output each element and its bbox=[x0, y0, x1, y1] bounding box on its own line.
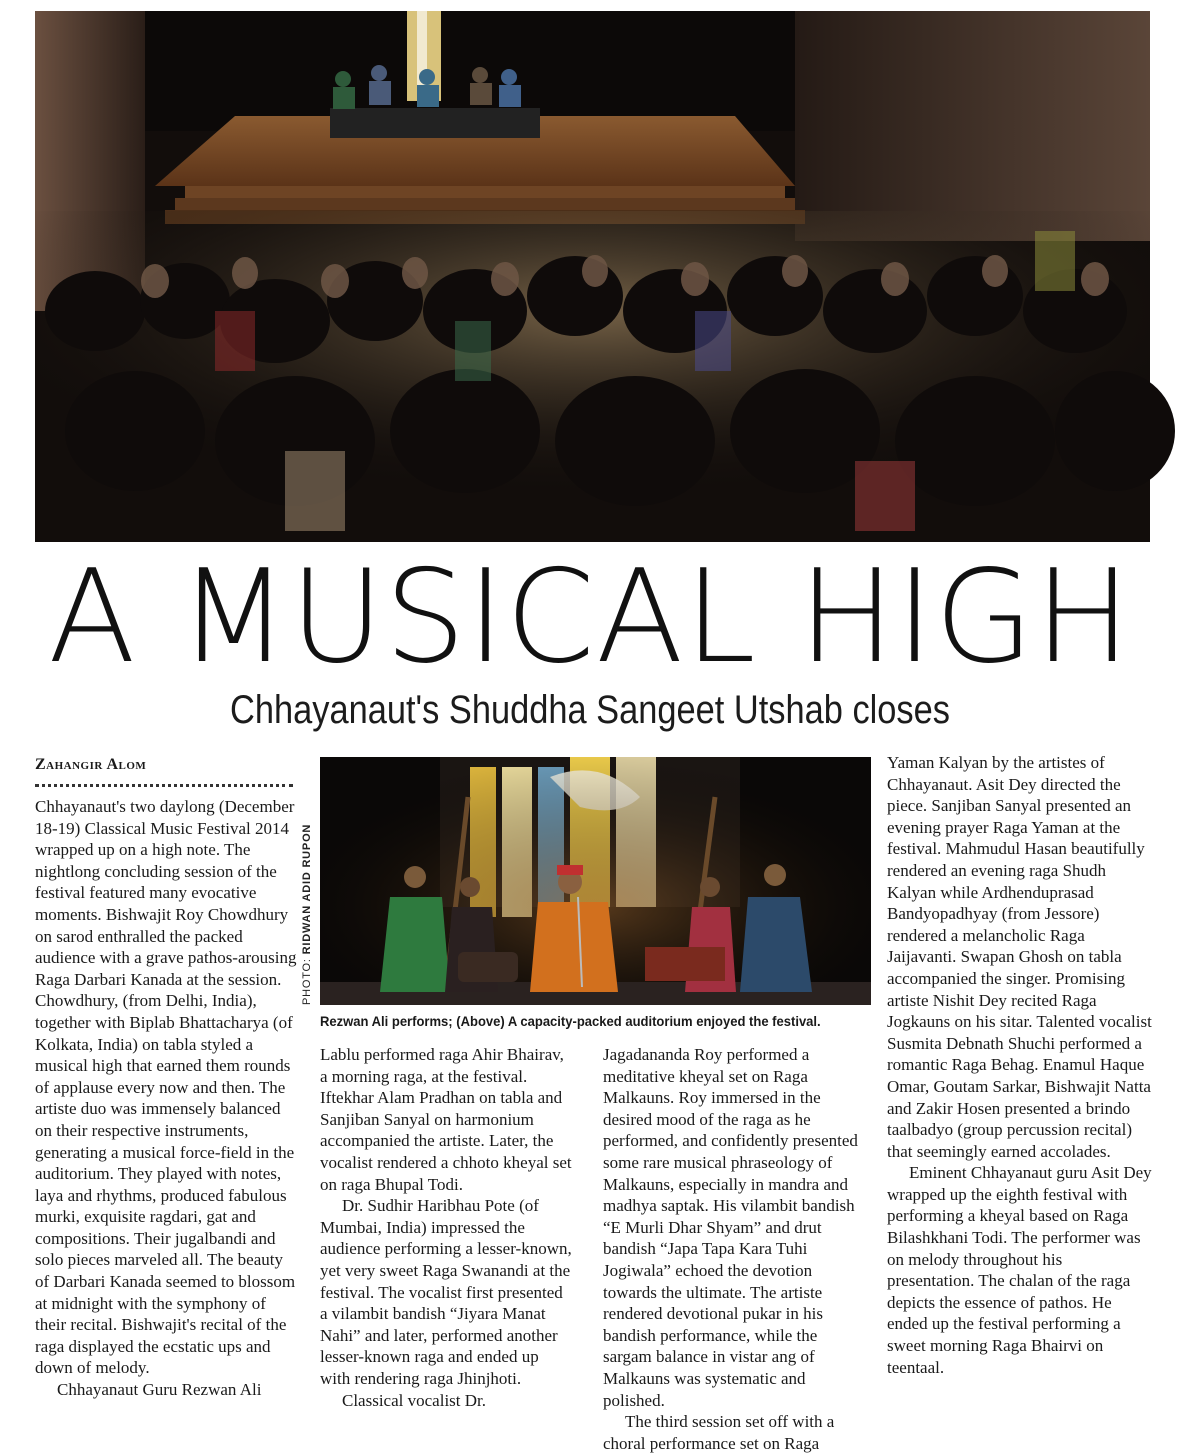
paragraph: Chhayanaut Guru Rezwan Ali bbox=[57, 1380, 262, 1400]
byline-divider bbox=[35, 784, 293, 787]
headline: A MUSICAL HIGH bbox=[48, 543, 1132, 692]
article-column-4 bbox=[887, 752, 1153, 1439]
photo-caption: Rezwan Ali performs; (Above) A capacity-packed auditorium enjoyed the festival. bbox=[320, 1013, 821, 1029]
subheadline: Chhayanaut's Shuddha Sangeet Utshab closes bbox=[230, 688, 950, 732]
auditorium-photo bbox=[35, 11, 1150, 542]
article-column-3 bbox=[603, 1044, 869, 1453]
paragraph: Dr. Sudhir Haribhau Pote (of Mumbai, India) impressed the audience performing a lesser-known, yet very sweet Raga Swanandi at the festival. The vocalist first presented a vilambit bandish “Jiyara Manat Nahi” and later, performed another lesser-known raga and ended up with rendering raga Jhinjhoti. bbox=[320, 1196, 572, 1388]
paragraph: The third session set off with a choral performance set on Raga bbox=[603, 1412, 835, 1453]
photo-credit bbox=[301, 824, 313, 1005]
article-column-1 bbox=[35, 796, 301, 1439]
paragraph: Jagadananda Roy performed a meditative kheyal set on Raga Malkauns. Roy immersed in the desired mood of the raga as he performed, and confidently presented some rare musical phraseology of Malkauns, especially in mandra and madhya saptak. His vilambit bandish “E Murli Dhar Shyam” and drut bandish “Japa Tapa Kara Tuhi Jogiwala” echoed the devotion towards the ultimate. The artiste rendered devotional pukar in his bandish performance, while the sargam balance in vistar ang of Malkauns was systematic and polished. bbox=[603, 1045, 858, 1410]
paragraph: Classical vocalist Dr. bbox=[342, 1390, 487, 1410]
byline: Zahangir Alom bbox=[35, 756, 147, 773]
paragraph: Eminent Chhayanaut guru Asit Dey wrapped up the eighth festival with performing a kheyal based on Raga Bilashkhani Todi. The performer was on melody throughout his presentation. The chalan of the raga depicts the essence of pathos. He ended up the festival performing a sweet morning Raga Bhairvi on teentaal. bbox=[887, 1163, 1152, 1377]
performers-photo-art bbox=[320, 757, 871, 1005]
photo-credit-name: RIDWAN ADID RUPON bbox=[301, 823, 313, 955]
photo-credit-prefix: PHOTO: bbox=[301, 954, 313, 1005]
performers-photo bbox=[320, 757, 871, 1005]
article-column-2 bbox=[320, 1044, 572, 1439]
paragraph: Chhayanaut's two daylong (December 18-19) Classical Music Festival 2014 wrapped up on a high note. The nightlong concluding session of the festival featured many evocative moments. Bishwajit Roy Chowdhury on sarod enthralled the packed audience with a grave pathos-arousing Raga Darbari Kanada at the session. Chowdhury, (from Delhi, India), together with Biplab Bhattacharya (of Kolkata, India) on tabla styled a musical high that earned them rounds of applause every now and then. The artiste duo was immensely balanced on their respective instruments, generating a musical force-field in the auditorium. They played with notes, laya and rhythms, produced fabulous murki, exquisite ragdari, gat and compositions. Their jugalbandi and solo pieces marveled all. The beauty of Darbari Kanada seemed to blossom at midnight with the symphony of their recital. Bishwajit's recital of the raga displayed the ecstatic ups and down of melody. bbox=[35, 797, 297, 1378]
paragraph: Lablu performed raga Ahir Bhairav, a morning raga, at the festival. Iftekhar Alam Pradhan on tabla and Sanjiban Sanyal on harmonium accompanied the artiste. Later, the vocalist rendered a chhoto kheyal set on raga Bhupal Todi. bbox=[320, 1045, 572, 1194]
paragraph: Yaman Kalyan by the artistes of Chhayanaut. Asit Dey directed the piece. Sanjiban Sanyal presented an evening prayer Raga Yaman at the festival. Mahmudul Hasan beautifully rendered an evening raga Shudh Kalyan while Ardhenduprasad Bandyopadhyay (from Jessore) rendered a melancholic Raga Jaijavanti. Swapan Ghosh on tabla accompanied the singer. Promising artiste Nishit Dey recited Raga Jogkauns on his sitar. Talented vocalist Susmita Debnath Shuchi performed a romantic Raga Behag. Enamul Haque Omar, Goutam Sarkar, Bishwajit Natta and Zakir Hosen presented a brindo taalbadyo (group percussion recital) that seemingly earned accolades. bbox=[887, 753, 1152, 1161]
auditorium-photo-art bbox=[35, 11, 1150, 542]
